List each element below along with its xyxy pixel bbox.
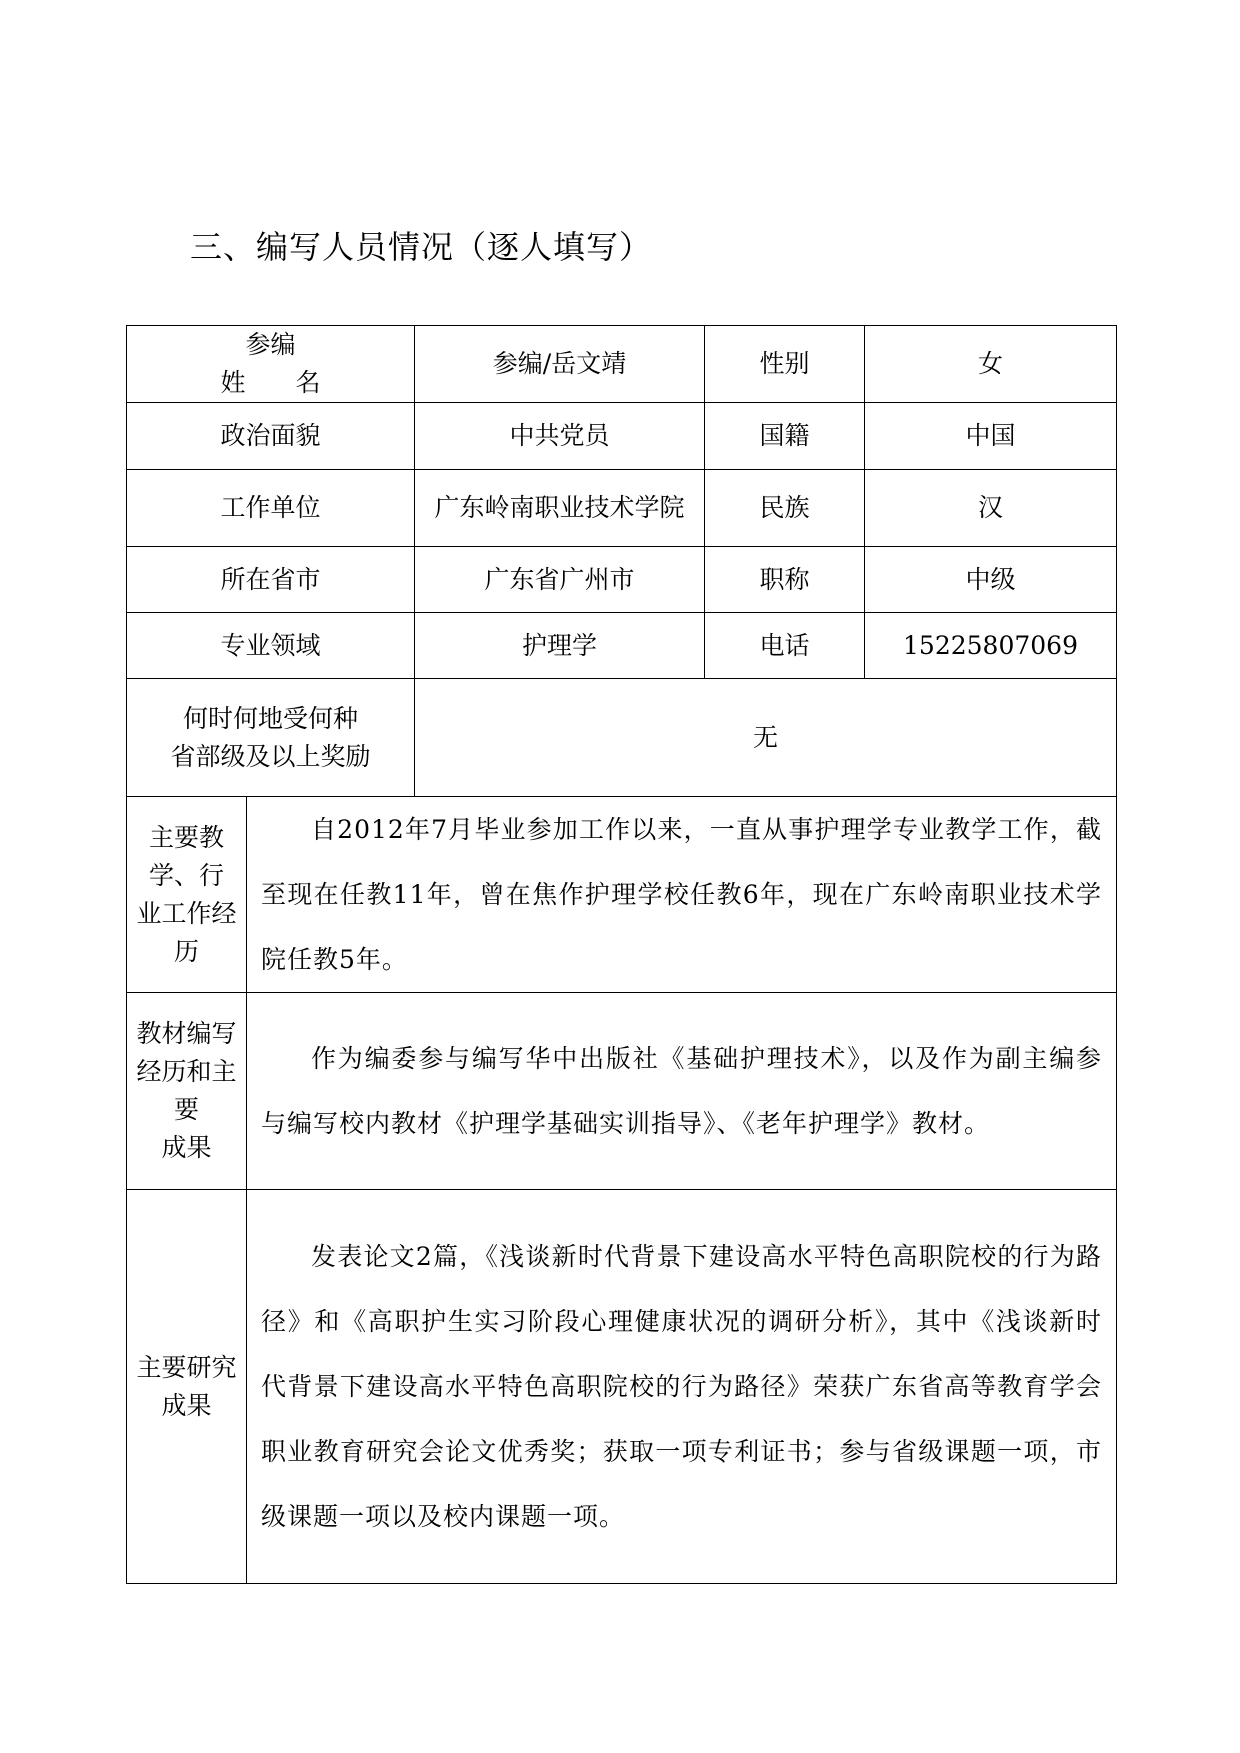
research-text-cell xyxy=(247,1190,1117,1584)
gender-label: 性别 xyxy=(705,326,865,403)
experience-text-cell xyxy=(247,797,1117,993)
row-name xyxy=(127,326,1117,403)
research-text: 发表论文2篇，《浅谈新时代背景下建设高水平特色高职院校的行为路径》和《高职护生实习阶段心理健康状况的调研分析》，其中《浅谈新时代背景下建设高水平特色高职院校的行为路径》荣获广东省高等教育学会职业教育研究会论文优秀奖；获取一项专利证书；参与省级课题一项，市级课题一项以及校内课题一项。 xyxy=(261,1242,1103,1531)
awards-label-line2: 省部级及以上奖励 xyxy=(170,741,371,771)
nationality-label: 国籍 xyxy=(705,403,865,470)
phone-label: 电话 xyxy=(705,613,865,679)
name-label-top: 参编 xyxy=(245,330,296,359)
research-label-line1: 主要研究 xyxy=(136,1352,237,1382)
experience-text: 自2012年7月毕业参加工作以来，一直从事护理学专业教学工作，截至现在任教11年，曾在焦作护理学校任教6年，现在广东岭南职业技术学院任教5年。 xyxy=(261,815,1103,974)
row-research xyxy=(127,1190,1117,1584)
location-label: 所在省市 xyxy=(127,547,415,613)
research-label-line2: 成果 xyxy=(161,1390,212,1420)
research-label-cell xyxy=(127,1190,247,1584)
row-field xyxy=(127,613,1117,679)
textbook-label-line2: 经历和主要 xyxy=(136,1057,237,1124)
work-unit-value xyxy=(415,470,705,547)
row-work-unit xyxy=(127,470,1117,547)
phone-value: 15225807069 xyxy=(865,613,1117,679)
author-info-table xyxy=(126,325,1117,1584)
gender-value: 女 xyxy=(865,326,1117,403)
row-political xyxy=(127,403,1117,470)
row-awards xyxy=(127,679,1117,797)
textbook-text-cell xyxy=(247,993,1117,1190)
title-label: 职称 xyxy=(705,547,865,613)
work-unit-text: 广东岭南职业技术学院 xyxy=(434,493,685,522)
political-label: 政治面貌 xyxy=(127,403,415,470)
textbook-label-cell xyxy=(127,993,247,1190)
field-value: 护理学 xyxy=(415,613,705,679)
textbook-label-line3: 成果 xyxy=(161,1133,212,1162)
experience-label-cell xyxy=(127,797,247,993)
political-value: 中共党员 xyxy=(415,403,705,470)
textbook-text: 作为编委参与编写华中出版社《基础护理技术》，以及作为副主编参与编写校内教材《护理学基础实训指导》、《老年护理学》教材。 xyxy=(261,1044,1103,1138)
section-heading: 三、编写人员情况（逐人填写） xyxy=(190,228,653,266)
awards-value: 无 xyxy=(415,679,1117,797)
location-value: 广东省广州市 xyxy=(415,547,705,613)
experience-label-line2: 业工作经历 xyxy=(136,898,237,966)
name-label-bottom: 姓 名 xyxy=(220,368,321,397)
awards-label-cell xyxy=(127,679,415,797)
experience-label-line1: 主要教学、行 xyxy=(148,822,224,890)
field-label: 专业领域 xyxy=(127,613,415,679)
ethnicity-label: 民族 xyxy=(705,470,865,547)
work-unit-label: 工作单位 xyxy=(127,470,415,547)
awards-label-line1: 何时何地受何种 xyxy=(183,703,359,733)
textbook-label-line1: 教材编写 xyxy=(136,1019,237,1048)
row-textbook xyxy=(127,993,1117,1190)
ethnicity-value: 汉 xyxy=(865,470,1117,547)
row-experience xyxy=(127,797,1117,993)
name-value: 参编/岳文靖 xyxy=(415,326,705,403)
title-value: 中级 xyxy=(865,547,1117,613)
name-label-cell xyxy=(127,326,415,403)
nationality-value: 中国 xyxy=(865,403,1117,470)
row-location xyxy=(127,547,1117,613)
